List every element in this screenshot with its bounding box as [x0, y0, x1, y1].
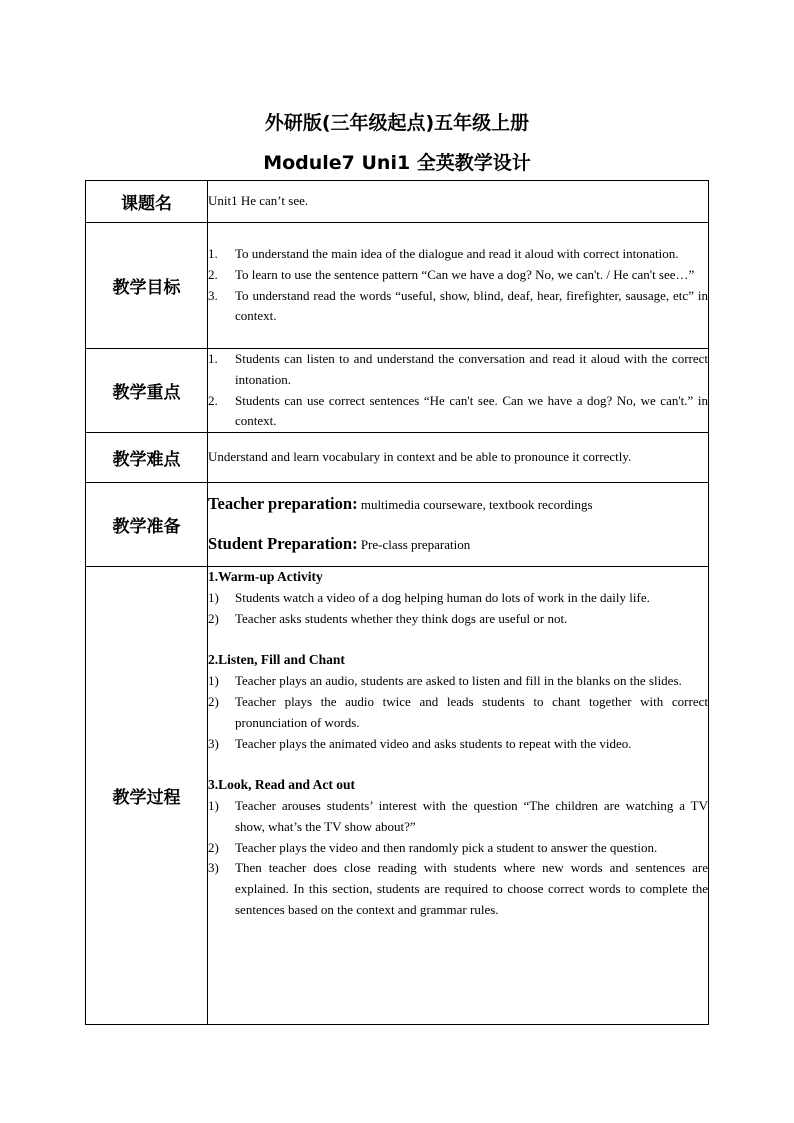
- list-item: [208, 349, 708, 391]
- process-row: [86, 567, 709, 1025]
- list-item: [208, 265, 708, 286]
- list-item: [208, 671, 708, 692]
- objectives-content: [208, 223, 709, 349]
- list-item: [208, 391, 708, 433]
- item-text: To learn to use the sentence pattern “Can we have a dog? No, we can't. / He can't see…”: [235, 266, 695, 282]
- list-item: [208, 692, 708, 734]
- item-text: Then teacher does close reading with students where new words and sentences are explained. In this section, students are required to choose correct words to complete the sentences based on the context and grammar rules.: [235, 860, 708, 917]
- item-number: 2.: [208, 266, 218, 282]
- item-number: 2): [208, 693, 219, 709]
- topic-label: 课题名: [86, 181, 208, 223]
- item-number: 3): [208, 860, 219, 876]
- teacher-preparation: [208, 494, 708, 516]
- student-preparation-text: Pre-class preparation: [360, 536, 471, 552]
- lesson-plan-table: [85, 180, 709, 1025]
- item-number: 1.: [208, 245, 218, 261]
- item-text: To understand read the words “useful, show, blind, deaf, hear, firefighter, sausage, etc” in context.: [235, 287, 708, 324]
- list-item: [208, 734, 708, 755]
- preparation-label: 教学准备: [86, 483, 208, 567]
- section-heading: 3.Look, Read and Act out: [208, 777, 356, 793]
- document-title: 外研版(三年级起点)五年级上册: [264, 112, 530, 134]
- item-number: 3): [208, 735, 219, 751]
- item-number: 1): [208, 589, 219, 605]
- item-number: 3.: [208, 287, 218, 303]
- objectives-row: [86, 223, 709, 349]
- item-text: Students can use correct sentences “He can't see. Can we have a dog? No, we can't.” in context.: [235, 392, 708, 429]
- item-text: Teacher plays the audio twice and leads students to chant together with correct pronunciation of words.: [235, 693, 708, 730]
- list-item: [208, 588, 708, 609]
- difficulties-row: [86, 433, 709, 483]
- item-text: Teacher plays the animated video and asks students to repeat with the video.: [235, 735, 632, 751]
- preparation-content: [208, 483, 709, 567]
- preparation-row: [86, 483, 709, 567]
- item-text: Teacher plays the video and then randomly pick a student to answer the question.: [235, 839, 658, 855]
- section-heading: 1.Warm-up Activity: [208, 569, 323, 585]
- difficulties-text: Understand and learn vocabulary in context and be able to pronounce it correctly.: [208, 433, 709, 483]
- teacher-preparation-heading: Teacher preparation:: [208, 493, 358, 513]
- process-content: [208, 567, 709, 1025]
- item-number: 2): [208, 839, 219, 855]
- list-item: [208, 838, 708, 859]
- section-spacer: [208, 754, 708, 775]
- key-points-label: 教学重点: [86, 349, 208, 433]
- list-item: [208, 609, 708, 630]
- process-step-list: [208, 671, 708, 754]
- item-number: 2): [208, 610, 219, 626]
- item-number: 2.: [208, 392, 218, 408]
- item-number: 1.: [208, 351, 218, 366]
- objectives-label: 教学目标: [86, 223, 208, 349]
- item-number: 1): [208, 673, 219, 689]
- student-preparation-heading: Student Preparation:: [208, 533, 358, 553]
- item-text: To understand the main idea of the dialogue and read it aloud with correct intonation.: [235, 245, 679, 261]
- process-step-list: [208, 796, 708, 921]
- key-points-content: [208, 349, 709, 433]
- objectives-list: [208, 244, 708, 327]
- process-step-list: [208, 588, 708, 630]
- section-heading: 2.Listen, Fill and Chant: [208, 652, 345, 668]
- process-label: 教学过程: [86, 567, 208, 1025]
- list-item: [208, 858, 708, 920]
- topic-text: Unit1 He can’t see.: [208, 181, 709, 223]
- list-item: [208, 286, 708, 328]
- item-text: Teacher plays an audio, students are asked to listen and fill in the blanks on the slides.: [235, 673, 682, 689]
- key-points-list: [208, 349, 708, 432]
- item-text: Students can listen to and understand the conversation and read it aloud with the correct intonation.: [235, 351, 708, 387]
- teacher-preparation-text: multimedia courseware, textbook recordings: [360, 496, 593, 512]
- student-preparation: [208, 534, 708, 556]
- item-number: 1): [208, 797, 219, 813]
- list-item: [208, 796, 708, 838]
- item-text: Teacher arouses students’ interest with the question “The children are watching a TV show, what’s the TV show about?”: [235, 797, 708, 834]
- section-spacer: [208, 630, 708, 651]
- item-text: Teacher asks students whether they think dogs are useful or not.: [235, 610, 568, 626]
- topic-row: [86, 181, 709, 223]
- list-item: [208, 244, 708, 265]
- key-points-row: [86, 349, 709, 433]
- difficulties-label: 教学难点: [86, 433, 208, 483]
- document-subtitle: Module7 Uni1 全英教学设计: [263, 152, 531, 174]
- item-text: Students watch a video of a dog helping human do lots of work in the daily life.: [235, 589, 650, 605]
